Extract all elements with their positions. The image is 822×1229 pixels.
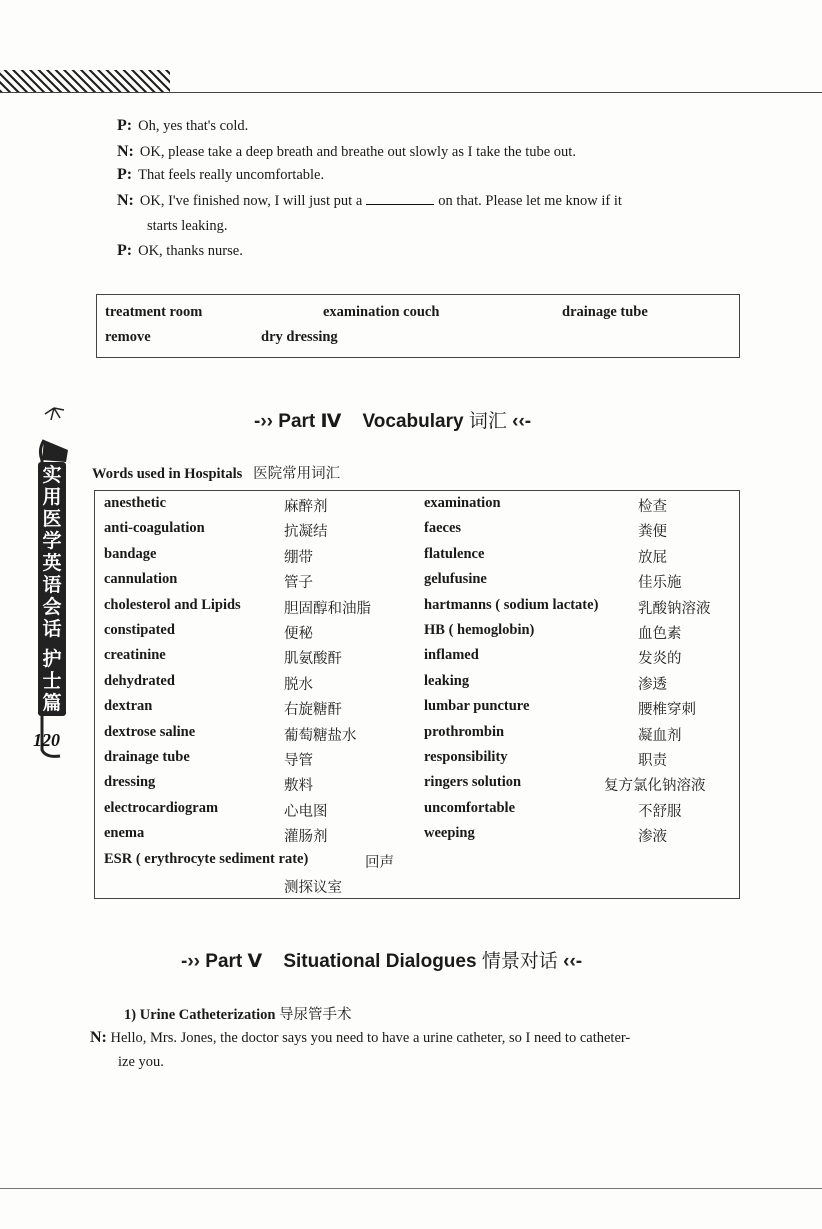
vocab-term: lumbar puncture (424, 698, 530, 715)
arrow-right-icon: -›› (254, 411, 273, 432)
vocab-term: ESR ( erythrocyte sediment rate) (104, 850, 309, 867)
vocab-term: HB ( hemoglobin) (424, 622, 535, 638)
vocab-translation: 敷料 (284, 778, 313, 795)
footer-rule (0, 1188, 822, 1189)
vocab-translation: 管子 (284, 575, 313, 592)
vocab-term: prothrombin (424, 723, 505, 740)
vocab-translation: 粪便 (638, 524, 667, 541)
part-label: Part Ⅴ (205, 951, 263, 972)
vocab-term: enema (104, 825, 145, 842)
dialogue-line-continued (147, 217, 228, 235)
dialogue-line (117, 242, 243, 260)
vocab-term: examination (424, 495, 501, 511)
line-text: starts leaking. (147, 218, 228, 234)
word-bank-item: drainage tube (562, 304, 648, 320)
vocab-term: weeping (424, 825, 475, 842)
vocab-translation: 绷带 (284, 549, 313, 566)
line-text: OK, thanks nurse. (138, 243, 243, 259)
vocab-term: drainage tube (104, 749, 190, 765)
word-bank-item: examination couch (323, 304, 440, 320)
vocab-translation: 检查 (638, 499, 667, 515)
vocab-term: cannulation (104, 571, 178, 588)
vocab-term: dehydrated (104, 672, 175, 689)
speaker: P: (117, 242, 133, 259)
header-hatch-decoration (0, 70, 170, 92)
vocab-translation: 腰椎穿刺 (638, 702, 696, 719)
part-title-text: Situational Dialogues (283, 951, 477, 972)
dialogue-line (117, 166, 324, 184)
fill-blank (366, 204, 434, 205)
vocab-translation: 脱水 (284, 676, 313, 693)
vocab-translation: 导管 (284, 753, 313, 769)
vocab-translation: 不舒服 (638, 803, 682, 820)
word-bank-box (96, 294, 740, 358)
vocab-translation: 回声 (365, 854, 394, 871)
vocab-term: creatinine (104, 647, 166, 664)
vocab-translation: 职责 (638, 753, 667, 769)
vocab-translation: 测探议室 (284, 880, 342, 896)
arrow-right-icon: -›› (181, 951, 200, 972)
vocab-term: hartmanns ( sodium lactate) (424, 596, 599, 613)
section-heading (124, 1003, 352, 1024)
vocab-term: faeces (424, 520, 462, 537)
vocab-term: dextran (104, 698, 153, 715)
vocab-translation: 凝血剂 (638, 727, 682, 744)
vocab-term: anti-coagulation (104, 520, 205, 537)
dialogue-line (117, 192, 742, 210)
dialogue-line (117, 117, 248, 135)
word-bank-item: remove (105, 329, 151, 345)
line-text: OK, I've finished now, I will just put a (139, 193, 363, 209)
section-title-cn: 导尿管手术 (279, 1007, 352, 1023)
vocab-translation: 发炎的 (638, 651, 682, 668)
line-text: OK, please take a deep breath and breathe out slowly as I take the tube out. (139, 144, 576, 160)
section-number: 1) (124, 1007, 137, 1023)
vocab-heading-en: Words used in Hospitals (92, 466, 243, 482)
vocab-term: cholesterol and Lipids (104, 596, 241, 613)
header-rule (0, 92, 822, 93)
vocab-translation: 胆固醇和油脂 (284, 600, 371, 617)
vocab-term: dextrose saline (104, 723, 196, 740)
vocab-translation: 佳乐施 (638, 575, 682, 592)
speaker: N: (117, 143, 134, 160)
vocab-term: uncomfortable (424, 799, 516, 816)
line-text: on that. Please let me know if it (438, 193, 622, 209)
sidebar-book-title: 实 用 医 学 英 语 会 话 护 士 篇 (38, 462, 66, 716)
vocab-term: responsibility (424, 749, 508, 765)
page-number: 120 (33, 730, 60, 750)
vocab-term: leaking (424, 672, 470, 689)
line-text: That feels really uncomfortable. (138, 167, 325, 183)
vocab-term: inflamed (424, 647, 479, 664)
speaker: N: (90, 1029, 107, 1046)
word-bank-item: treatment room (105, 304, 203, 320)
vocab-translation: 麻醉剂 (284, 499, 328, 515)
vocab-translation: 渗液 (638, 829, 667, 846)
speaker: N: (117, 192, 134, 209)
vocab-term: gelufusine (424, 571, 487, 588)
arrow-left-icon: ‹‹- (563, 951, 583, 972)
vocab-translation: 右旋糖酐 (284, 702, 342, 719)
dialogue-line (117, 143, 576, 161)
vocab-translation: 复方氯化钠溶液 (604, 778, 706, 795)
vocab-translation: 心电图 (284, 803, 328, 820)
part-title-text: Vocabulary (362, 411, 464, 432)
part5-heading (181, 946, 582, 973)
vocab-translation: 渗透 (638, 676, 667, 693)
vocab-translation: 放屁 (638, 549, 667, 566)
arrow-left-icon: ‹‹- (512, 411, 532, 432)
section-title-en: Urine Catheterization (139, 1007, 276, 1023)
part-title-cn: 情景对话 (481, 951, 558, 972)
part4-heading (254, 406, 531, 433)
vocab-term: ringers solution (424, 774, 522, 791)
dialogue-line (90, 1026, 750, 1050)
line-text: Hello, Mrs. Jones, the doctor says you need to have a urine catheter, so I need to catheter- (110, 1030, 631, 1046)
vocab-heading (92, 462, 340, 483)
vocab-term: bandage (104, 545, 157, 562)
vocab-heading-cn: 医院常用词汇 (253, 466, 341, 482)
part-label: Part Ⅳ (278, 411, 342, 432)
speaker: P: (117, 117, 133, 134)
vocab-translation: 便秘 (284, 626, 313, 642)
vocab-term: anesthetic (104, 495, 167, 511)
word-bank-item: dry dressing (261, 329, 338, 345)
vocab-term: flatulence (424, 545, 485, 562)
vocab-term: dressing (104, 774, 156, 791)
vocab-term: electrocardiogram (104, 799, 219, 816)
vocab-translation: 灌肠剂 (284, 829, 328, 846)
vocab-translation: 肌氨酸酐 (284, 651, 342, 668)
speaker: P: (117, 166, 133, 183)
dialogue-line-continued (118, 1050, 164, 1074)
vocab-term: constipated (104, 622, 175, 638)
vocabulary-table (94, 490, 740, 899)
vocab-translation: 抗凝结 (284, 524, 328, 541)
vocab-translation: 血色素 (638, 626, 682, 642)
line-text: Oh, yes that's cold. (138, 118, 249, 134)
vocab-translation: 葡萄糖盐水 (284, 727, 357, 744)
line-text: ize you. (118, 1054, 164, 1070)
part-title-cn: 词汇 (468, 411, 507, 432)
vocab-translation: 乳酸钠溶液 (638, 600, 711, 617)
